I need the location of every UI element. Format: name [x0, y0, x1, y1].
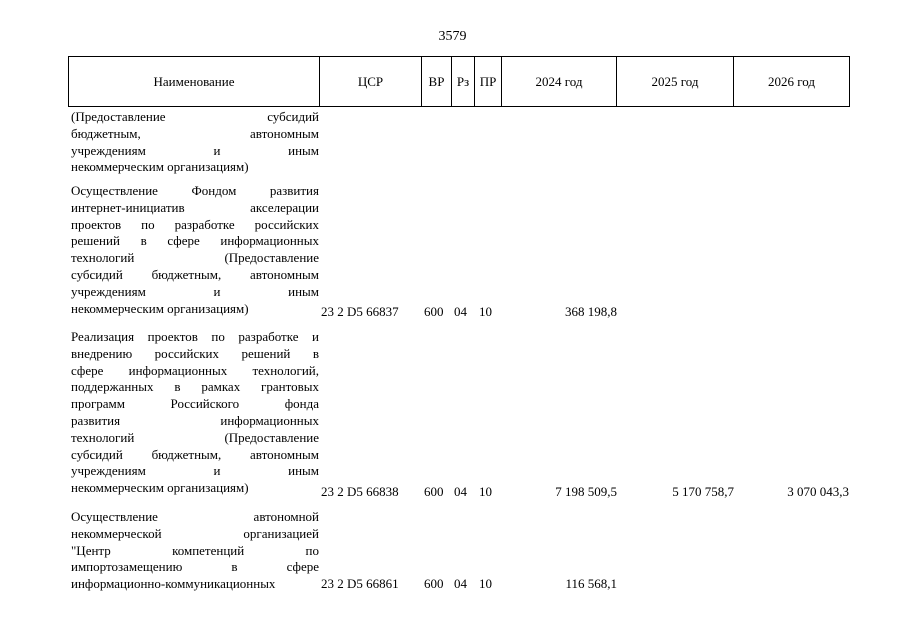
row-name-line: бюджетным, автономным	[71, 125, 319, 141]
header-rz: Рз	[452, 57, 475, 106]
row-name-line: технологий (Предоставление	[71, 250, 319, 266]
row-pr: 10	[479, 304, 492, 319]
row-pr: 10	[479, 576, 492, 591]
row-2024: 116 568,1	[565, 576, 617, 591]
row-2025: 5 170 758,7	[672, 484, 734, 499]
row-name-line: учреждениям и иным	[71, 283, 319, 299]
row-name-line: решений в сфере информационных	[71, 233, 319, 249]
row-vr: 600	[424, 576, 444, 591]
row-name-line: (Предоставление субсидий	[71, 109, 319, 124]
row-name-line: проектов по разработке российских	[71, 216, 319, 232]
row-name-line: импортозамещению в сфере	[71, 559, 319, 575]
row-pr: 10	[479, 484, 492, 499]
row-2026: 3 070 043,3	[787, 484, 849, 499]
row-name-line: внедрению российских решений в	[71, 345, 319, 361]
row-name-line: некоммерческим организациям)	[71, 159, 249, 175]
row-name-line: учреждениям и иным	[71, 463, 319, 479]
row-name-line: развития информационных	[71, 412, 319, 428]
row-name-line: некоммерческим организациям)	[71, 480, 249, 496]
row-name-line: сфере информационных технологий,	[71, 362, 319, 378]
row-name-line: технологий (Предоставление	[71, 429, 319, 445]
row-2024: 368 198,8	[565, 304, 617, 319]
table-header	[68, 56, 850, 107]
row-csr: 23 2 D5 66837	[321, 304, 399, 319]
row-name-line: программ Российского фонда	[71, 396, 319, 412]
row-name-line: интернет-инициатив акселерации	[71, 199, 319, 215]
row-rz: 04	[454, 576, 467, 591]
row-csr: 23 2 D5 66861	[321, 576, 399, 591]
row-name-line: субсидий бюджетным, автономным	[71, 266, 319, 282]
row-name-line: Осуществление Фондом развития	[71, 183, 319, 198]
row-name	[71, 183, 319, 317]
header-2025: 2025 год	[617, 57, 734, 106]
row-name-line: Осуществление автономной	[71, 509, 319, 524]
row-name-line: некоммерческой организацией	[71, 525, 319, 541]
header-2024: 2024 год	[502, 57, 617, 106]
row-name-line: некоммерческим организациям)	[71, 300, 249, 316]
row-name	[71, 329, 319, 497]
header-name: Наименование	[69, 57, 320, 106]
row-name-line: Реализация проектов по разработке и	[71, 329, 319, 344]
row-2024: 7 198 509,5	[555, 484, 617, 499]
row-vr: 600	[424, 304, 444, 319]
header-vr: ВР	[422, 57, 452, 106]
row-rz: 04	[454, 304, 467, 319]
row-name-line: информационно-коммуникационных	[71, 576, 276, 592]
row-name-line: субсидий бюджетным, автономным	[71, 446, 319, 462]
row-name-line: "Центр компетенций по	[71, 542, 319, 558]
row-name-line: учреждениям и иным	[71, 142, 319, 158]
header-csr: ЦСР	[320, 57, 422, 106]
row-csr: 23 2 D5 66838	[321, 484, 399, 499]
row-name-line: поддержанных в рамках грантовых	[71, 379, 319, 395]
header-2026: 2026 год	[768, 73, 815, 89]
page-number: 3579	[438, 29, 467, 44]
row-name	[71, 509, 319, 593]
row-name	[71, 109, 319, 176]
row-rz: 04	[454, 484, 467, 499]
row-vr: 600	[424, 484, 444, 499]
header-pr: ПР	[475, 57, 502, 106]
